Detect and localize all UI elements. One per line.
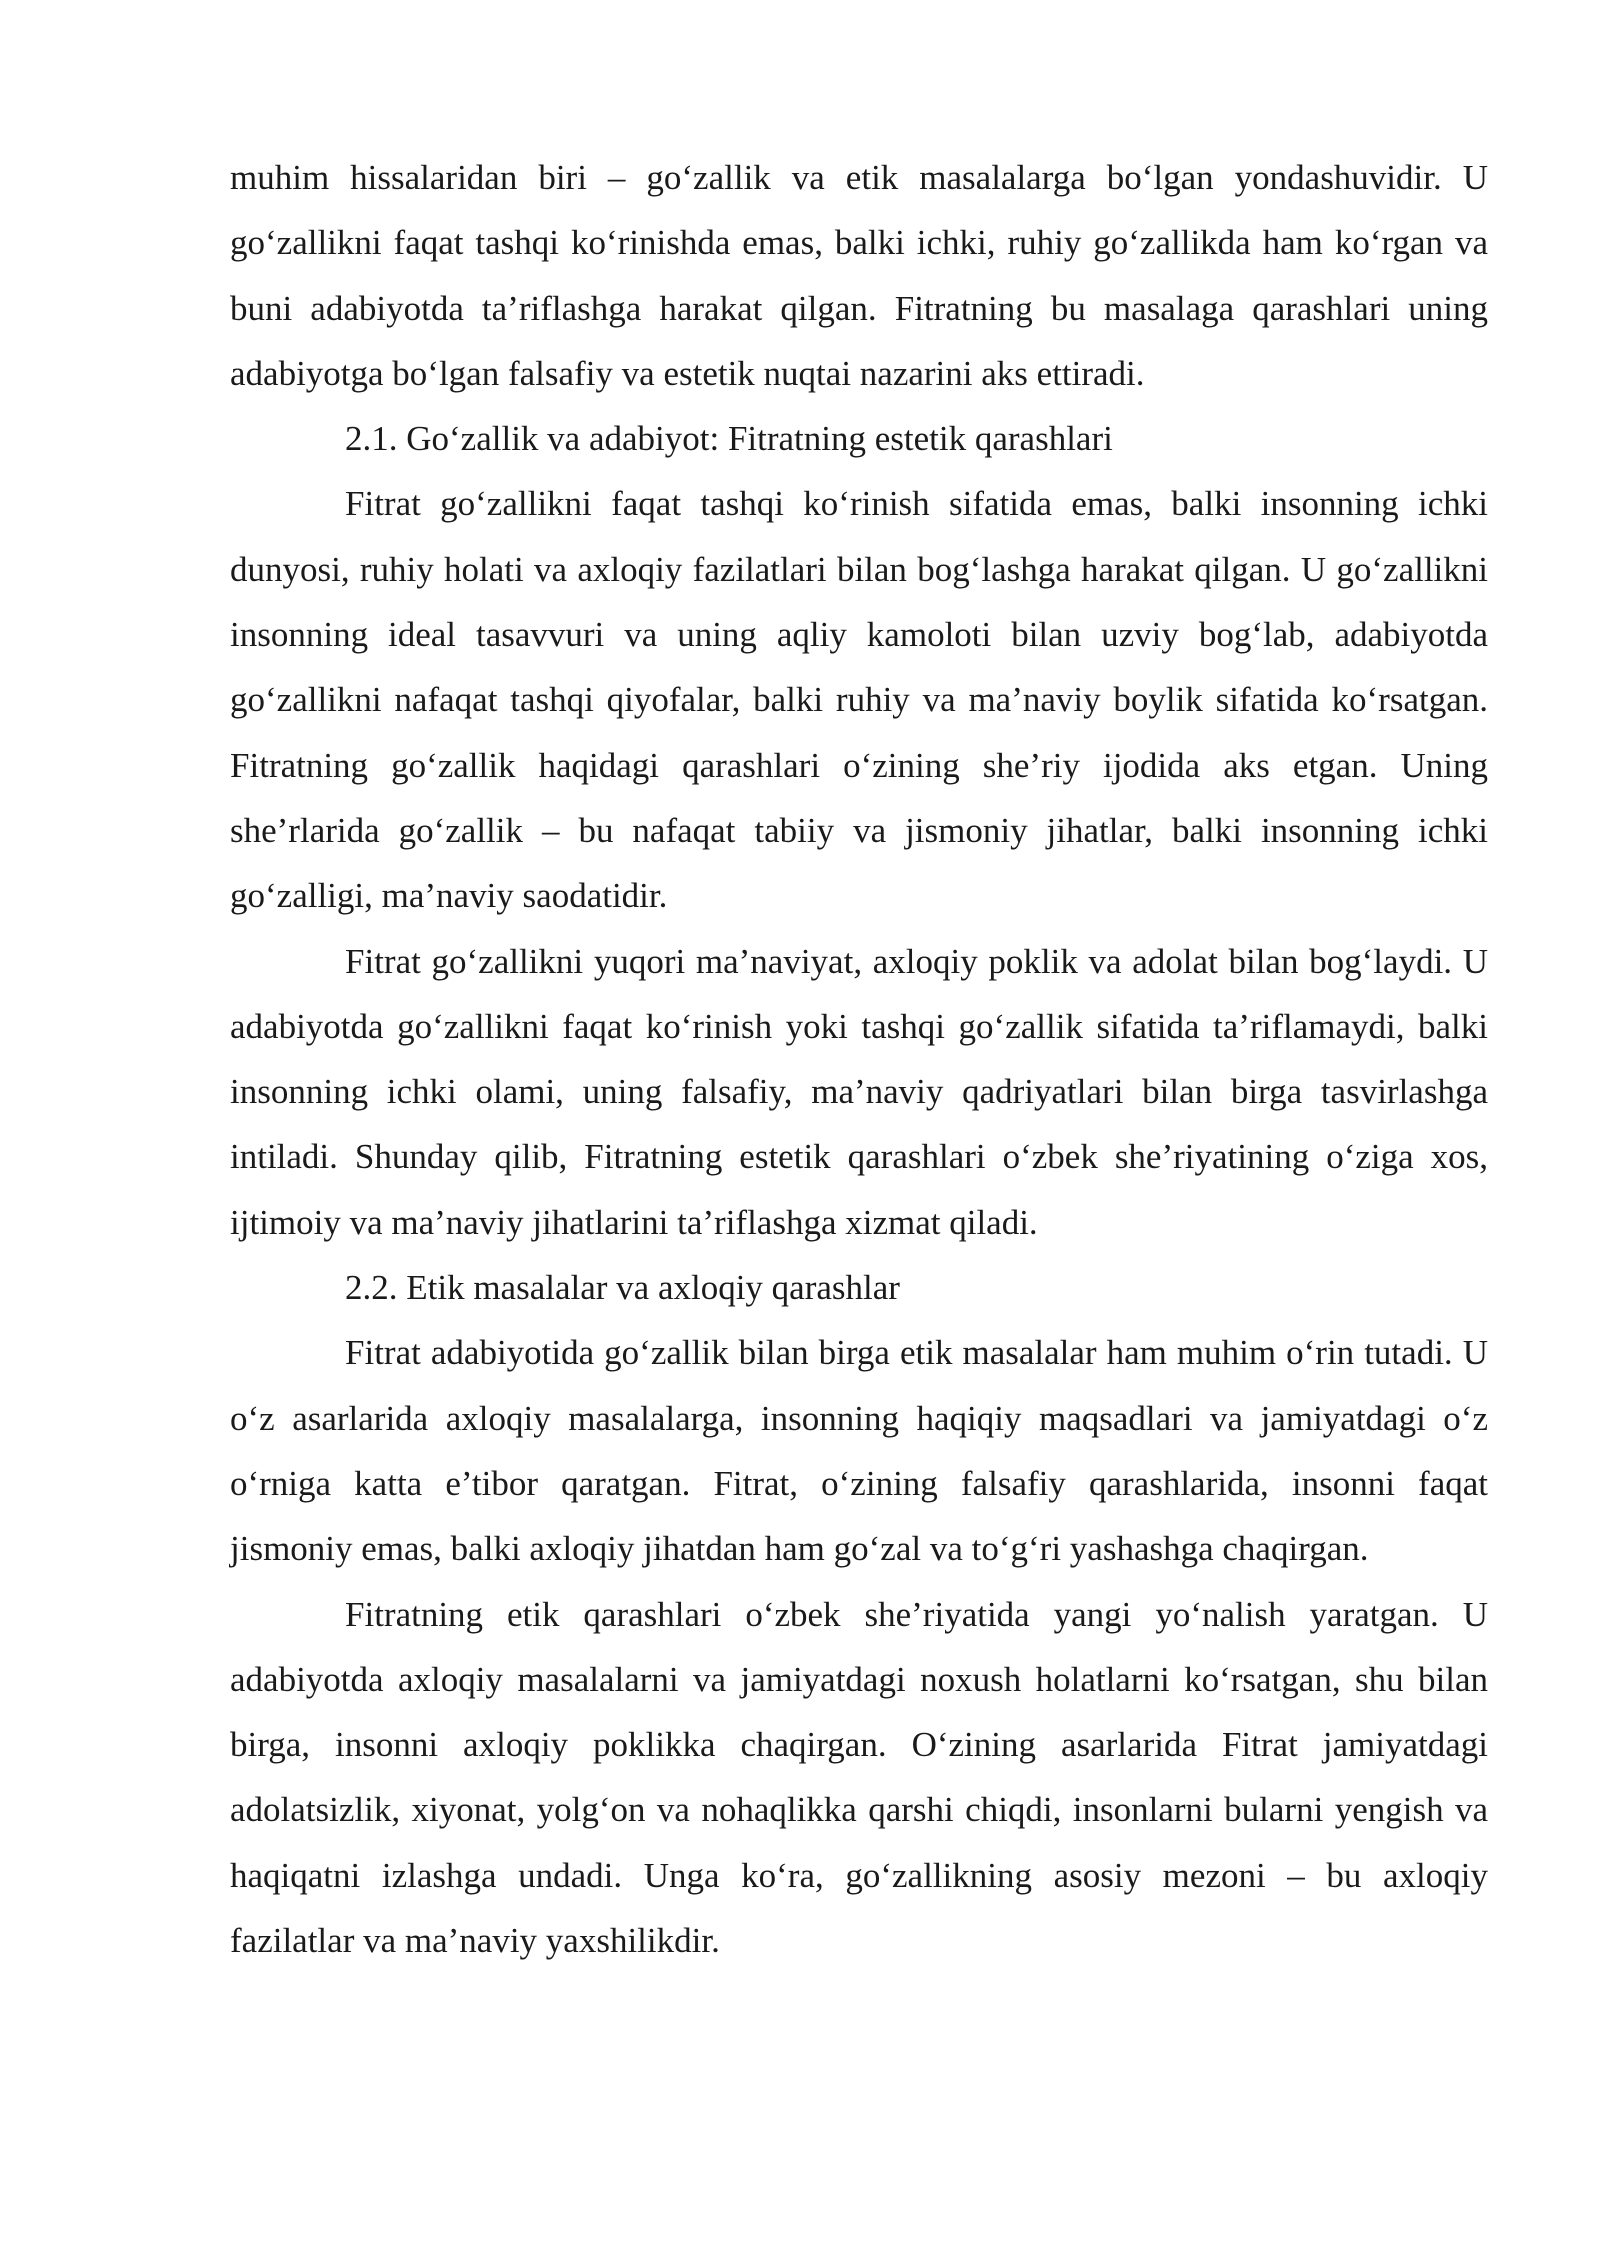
section-heading-2-2: 2.2. Etik masalalar va axloqiy qarashlar (345, 1268, 900, 1308)
paragraph: Fitrat go‘zallikni faqat tashqi ko‘rinish sifatida emas, balki insonning ichki dunyosi, ruhiy holati va axloqiy fazilatlari bilan bog‘lashga harakat qilgan. U go‘zallikni insonning ideal tasavvuri va uning aqliy kamoloti bilan uzviy bog‘lab, adabiyotda go‘zallikni nafaqat tashqi qiyofalar, balki ruhiy va ma’naviy boylik sifatida ko‘rsatgan. Fitratning go‘zallik haqidagi qarashlari o‘zining she’riy ijodida aks etgan. Uning she’rlarida go‘zallik – bu nafaqat tabiiy va jismoniy jihatlar, balki insonning ichki go‘zalligi, ma’naviy saodatidir. (230, 484, 1488, 916)
paragraph: Fitrat go‘zallikni yuqori ma’naviyat, axloqiy poklik va adolat bilan bog‘laydi. U adabiyotda go‘zallikni faqat ko‘rinish yoki tashqi go‘zallik sifatida ta’riflamaydi, balki insonning ichki olami, uning falsafiy, ma’naviy qadriyatlari bilan birga tasvirlashga intiladi. Shunday qilib, Fitratning estetik qarashlari o‘zbek she’riyatining o‘ziga xos, ijtimoiy va ma’naviy jihatlarini ta’riflashga xizmat qiladi. (230, 941, 1488, 1242)
section-heading-2-1: 2.1. Go‘zallik va adabiyot: Fitratning estetik qarashlari (345, 419, 1113, 459)
document-page (230, 145, 1488, 1973)
paragraph-intro-continued: muhim hissalaridan biri – go‘zallik va etik masalalarga bo‘lgan yondashuvidir. U go‘zallikni faqat tashqi ko‘rinishda emas, balki ichki, ruhiy go‘zallikda ham ko‘rgan va buni adabiyotda ta’riflashga harakat qilgan. Fitratning bu masalaga qarashlari uning adabiyotga bo‘lgan falsafiy va estetik nuqtai nazarini aks ettiradi. (230, 158, 1488, 393)
paragraph: Fitratning etik qarashlari o‘zbek she’riyatida yangi yo‘nalish yaratgan. U adabiyotda axloqiy masalalarni va jamiyatdagi noxush holatlarni ko‘rsatgan, shu bilan birga, insonni axloqiy poklikka chaqirgan. O‘zining asarlarida Fitrat jamiyatdagi adolatsizlik, xiyonat, yolg‘on va nohaqlikka qarshi chiqdi, insonlarni bularni yengish va haqiqatni izlashga undadi. Unga ko‘ra, go‘zallikning asosiy mezoni – bu axloqiy fazilatlar va ma’naviy yaxshilikdir. (230, 1594, 1488, 1961)
paragraph: Fitrat adabiyotida go‘zallik bilan birga etik masalalar ham muhim o‘rin tutadi. U o‘z asarlarida axloqiy masalalarga, insonning haqiqiy maqsadlari va jamiyatdagi o‘z o‘rniga katta e’tibor qaratgan. Fitrat, o‘zining falsafiy qarashlarida, insonni faqat jismoniy emas, balki axloqiy jihatdan ham go‘zal va to‘g‘ri yashashga chaqirgan. (230, 1333, 1488, 1569)
